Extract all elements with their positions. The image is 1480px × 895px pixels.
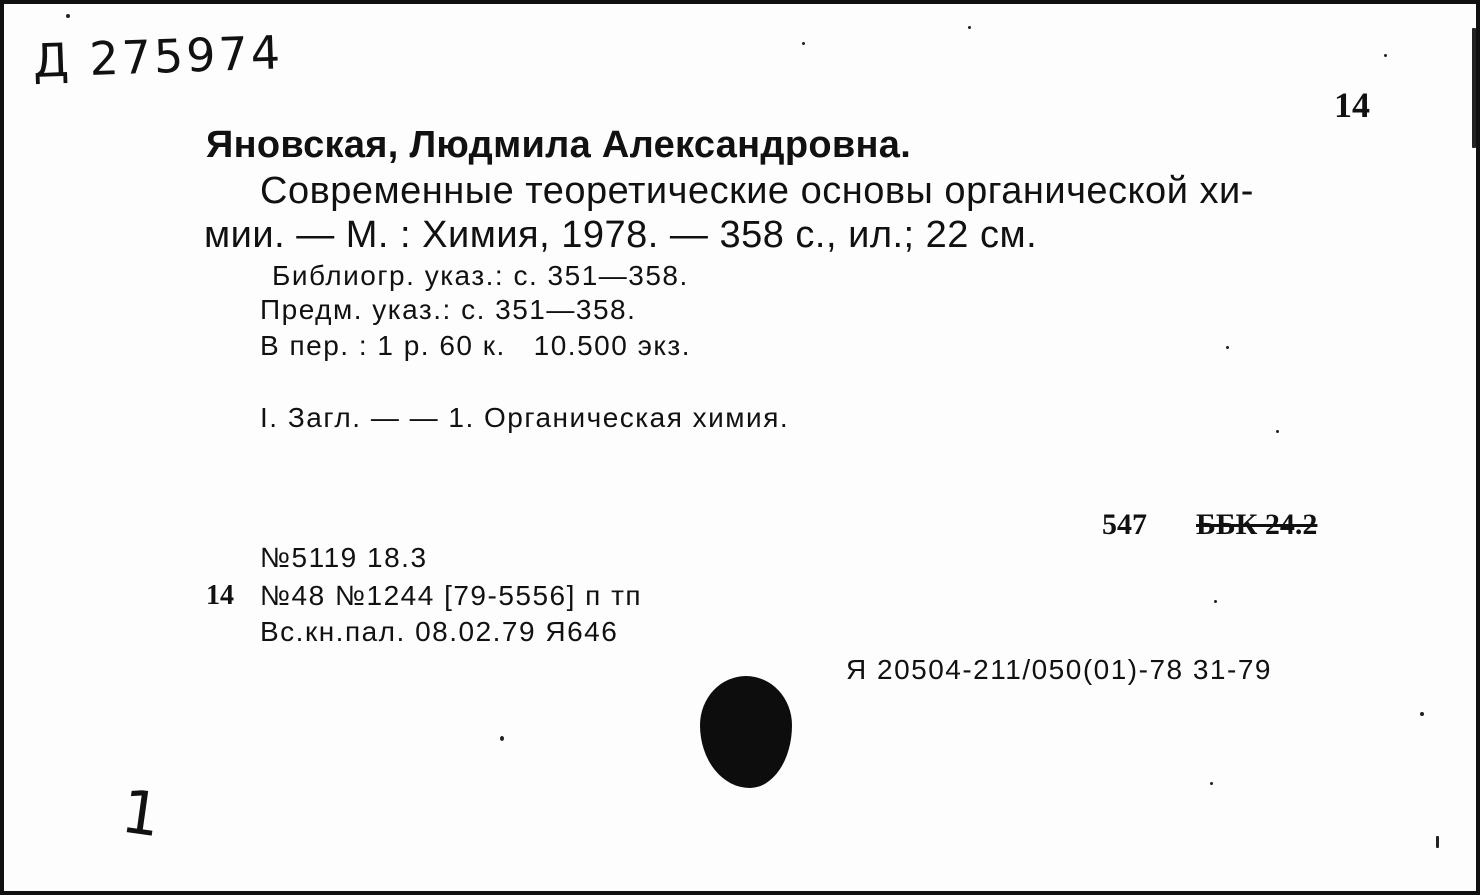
- dust-speck: [1276, 430, 1279, 433]
- dust-speck: [1384, 54, 1387, 57]
- service-line-2: №48 №1244 [79-5556] п тп: [260, 580, 643, 611]
- publisher-code: Я 20504-211/050(01)-78 31-79: [846, 654, 1272, 685]
- title-line-1: Современные теоретические основы органической хи-: [260, 170, 1254, 212]
- title-line-2: мии. — М. : Химия, 1978. — 358 с., ил.; 22 см.: [204, 214, 1038, 256]
- dust-speck: [1420, 712, 1424, 716]
- classification-number: 547: [1102, 508, 1147, 541]
- note-price-print-run: В пер. : 1 р. 60 к. 10.500 экз.: [260, 330, 692, 361]
- handwritten-mark: 1: [117, 776, 165, 852]
- dust-speck: [968, 26, 971, 29]
- edge-mark: [1472, 28, 1476, 148]
- dust-speck: [802, 42, 805, 45]
- ink-blot: [700, 676, 792, 788]
- note-subject-index: Предм. указ.: с. 351—358.: [260, 294, 637, 325]
- dust-speck: [1214, 600, 1217, 603]
- bbk-index: ББК 24.2: [1196, 508, 1318, 541]
- tracings: I. Загл. — — 1. Органическая химия.: [260, 402, 790, 433]
- note-bibliography: Библиогр. указ.: с. 351—358.: [272, 260, 689, 291]
- service-line-3: Вс.кн.пал. 08.02.79 Я646: [260, 616, 619, 647]
- service-line-1: №5119 18.3: [260, 542, 428, 573]
- dust-speck: [1226, 346, 1229, 349]
- dust-speck: [66, 14, 70, 18]
- corner-number: 14: [1334, 85, 1370, 125]
- service-prefix: 14: [206, 580, 234, 611]
- dust-speck: [1210, 782, 1213, 785]
- dust-speck: [500, 736, 504, 741]
- author-heading: Яновская, Людмила Александровна.: [206, 124, 912, 166]
- handwritten-id: Д 275974: [32, 25, 284, 88]
- dust-speck: [1436, 836, 1439, 848]
